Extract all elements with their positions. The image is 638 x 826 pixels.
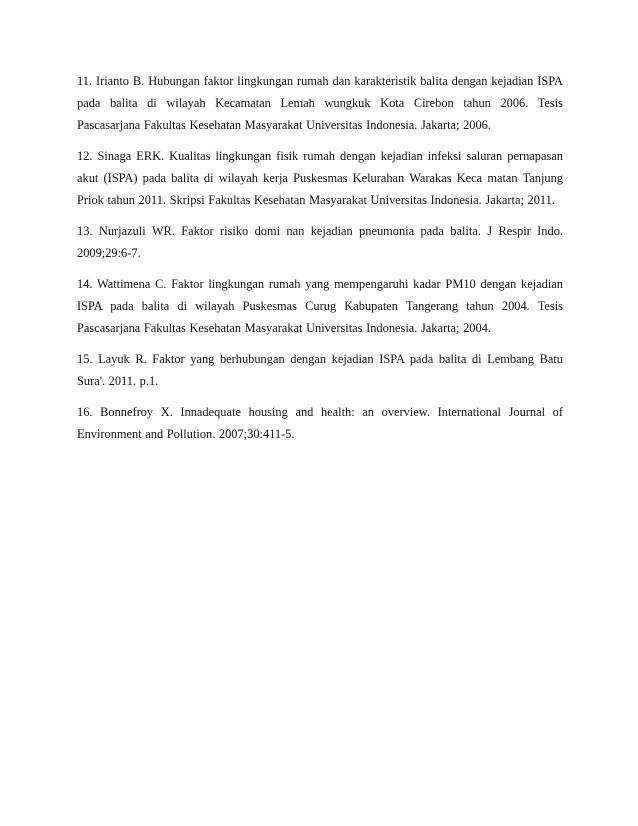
reference-item-14: 14. Wattimena C. Faktor lingkungan rumah yang mempengaruhi kadar PM10 dengan kejadian ISPA pada balita di wilayah Puskesmas Curug Kabupaten Tangerang tahun 2004. Tesis Pascasarjana Fakultas Kesehatan Masyarakat Universitas Indonesia. Jakarta; 2004.	[77, 277, 563, 335]
reference-item-11: 11. Irianto B. Hubungan faktor lingkungan rumah dan karakteristik balita dengan kejadian ISPA pada balita di wilayah Kecamatan Lemah wungkuk Kota Cirebon tahun 2006. Tesis Pascasarjana Fakultas Kesehatan Masyarakat Universitas Indonesia. Jakarta; 2006.	[77, 74, 563, 132]
reference-list	[77, 70, 563, 454]
reference-item-13: 13. Nurjazuli WR. Faktor risiko domi nan kejadian pneumonia pada balita. J Respir Indo. 2009;29:6-7.	[77, 224, 563, 260]
reference-item-15: 15. Layuk R. Faktor yang berhubungan dengan kejadian ISPA pada balita di Lembang Batu Sura'. 2011. p.1.	[77, 352, 563, 388]
reference-item-16: 16. Bonnefroy X. Innadequate housing and health: an overview. International Journal of Environment and Pollution. 2007;30:411-5.	[77, 405, 563, 441]
reference-item-12: 12. Sinaga ERK. Kualitas lingkungan fisik rumah dengan kejadian infeksi saluran pernapasan akut (ISPA) pada balita di wilayah kerja Puskesmas Kelurahan Warakas Keca matan Tanjung Priok tahun 2011. Skripsi Fakultas Kesehatan Masyarakat Universitas Indonesia. Jakarta; 2011.	[77, 149, 563, 207]
